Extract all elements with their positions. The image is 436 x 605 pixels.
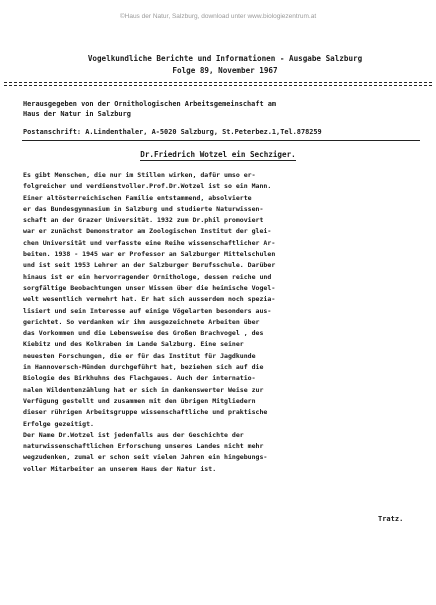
body-line: welt wesentlich vermehrt hat. Er hat sich ausserdem noch spezia-	[23, 295, 276, 304]
publisher-line-1: Herausgegeben von der Ornithologischen Arbeitsgemeinschaft am	[23, 100, 277, 108]
body-line: und ist seit 1953 Lehrer an der Salzburger Berufsschule. Darüber	[23, 261, 276, 270]
issue-line: Folge 89, November 1967	[172, 66, 278, 75]
body-line: in Hannoversch-Münden durchgeführt hat, beziehen sich auf die	[23, 363, 264, 372]
body-line: wegzudenken, zumal er schon seit vielen Jahren ein hingebungs-	[23, 453, 268, 462]
body-line: hinaus ist er ein hervorragender Ornithologe, dessen reiche und	[23, 272, 272, 281]
body-line: er das Bundesgymnasium in Salzburg und studierte Naturwissen-	[23, 204, 264, 213]
author-signature: Tratz.	[378, 515, 404, 523]
body-line: beiten. 1938 - 1945 war er Professor an Salzburger Mittelschulen	[23, 250, 276, 259]
body-line: Kiebitz und des Kolkraben im Lande Salzburg. Eine seiner	[23, 340, 244, 349]
watermark-text: ©Haus der Natur, Salzburg, download unter www.biologiezentrum.at	[119, 13, 317, 20]
body-line: Verfügung gestellt und zusammen mit den übrigen Mitgliedern	[23, 396, 256, 405]
body-line: gerichtet. So verdanken wir ihm ausgezeichnete Arbeiten über	[23, 317, 260, 326]
postal-address: Postanschrift: A.Lindenthaler, A-5020 Salzburg, St.Peterbez.1,Tel.878259	[23, 128, 322, 136]
horizontal-rule	[22, 140, 420, 141]
dashed-divider-top	[4, 82, 432, 83]
paragraph-1	[23, 170, 421, 193]
article-title: Dr.Friedrich Wotzel ein Sechziger.	[140, 150, 296, 159]
newsletter-header	[25, 53, 425, 77]
body-line: Es gibt Menschen, die nur im Stillen wirken, dafür umso er-	[23, 171, 256, 179]
body-line: chen Universität und verfasste eine Reihe wissenschaftlicher Ar-	[23, 238, 276, 247]
body-line: sorgfältige Beobachtungen unser Wissen über die heimische Vogel-	[23, 283, 276, 292]
paragraph-3	[23, 430, 421, 475]
newsletter-title: Vogelkundliche Berichte und Informationen - Ausgabe Salzburg	[87, 54, 363, 63]
article-body	[23, 170, 421, 475]
paragraph-2	[23, 193, 421, 430]
body-line: dieser rührigen Arbeitsgruppe wissenschaftliche und praktische	[23, 408, 268, 417]
publisher-block	[23, 99, 433, 137]
body-line: schaft an der Grazer Universität. 1932 zum Dr.phil promoviert	[23, 216, 264, 225]
body-line: Der Name Dr.Wotzel ist jedenfalls aus der Geschichte der	[23, 430, 244, 439]
body-line: war er zunächst Demonstrator am Zoologischen Institut der glei-	[23, 227, 272, 236]
body-line: voller Mitarbeiter an unserem Haus der Natur ist.	[23, 464, 217, 473]
body-line: Erfolge gezeitigt.	[23, 419, 94, 428]
body-line: Einer altösterreichischen Familie entstammend, absolvierte	[23, 193, 252, 202]
article-title-wrap	[0, 150, 436, 159]
body-line: nalen Wildentenzählung hat er sich in dankenswerter Weise zur	[23, 385, 264, 394]
body-line: folgreicher und verdienstvoller.Prof.Dr.Wotzel ist so ein Mann.	[23, 182, 272, 191]
body-line: das Vorkommen und die Lebensweise des Großen Brachvogel , des	[23, 329, 264, 338]
body-line: lisiert und sein Interesse auf einige Vögelarten besonders aus-	[23, 306, 272, 315]
body-line: neuesten Forschungen, die er für das Institut für Jagdkunde	[23, 351, 256, 360]
dashed-divider-bottom	[4, 85, 432, 86]
publisher-line-2: Haus der Natur in Salzburg	[23, 110, 131, 118]
body-line: Biologie des Birkhuhns des Flachgaues. Auch der internatio-	[23, 374, 256, 383]
body-line: naturwissenschaftlichen Erforschung unseres Landes nicht mehr	[23, 442, 264, 451]
